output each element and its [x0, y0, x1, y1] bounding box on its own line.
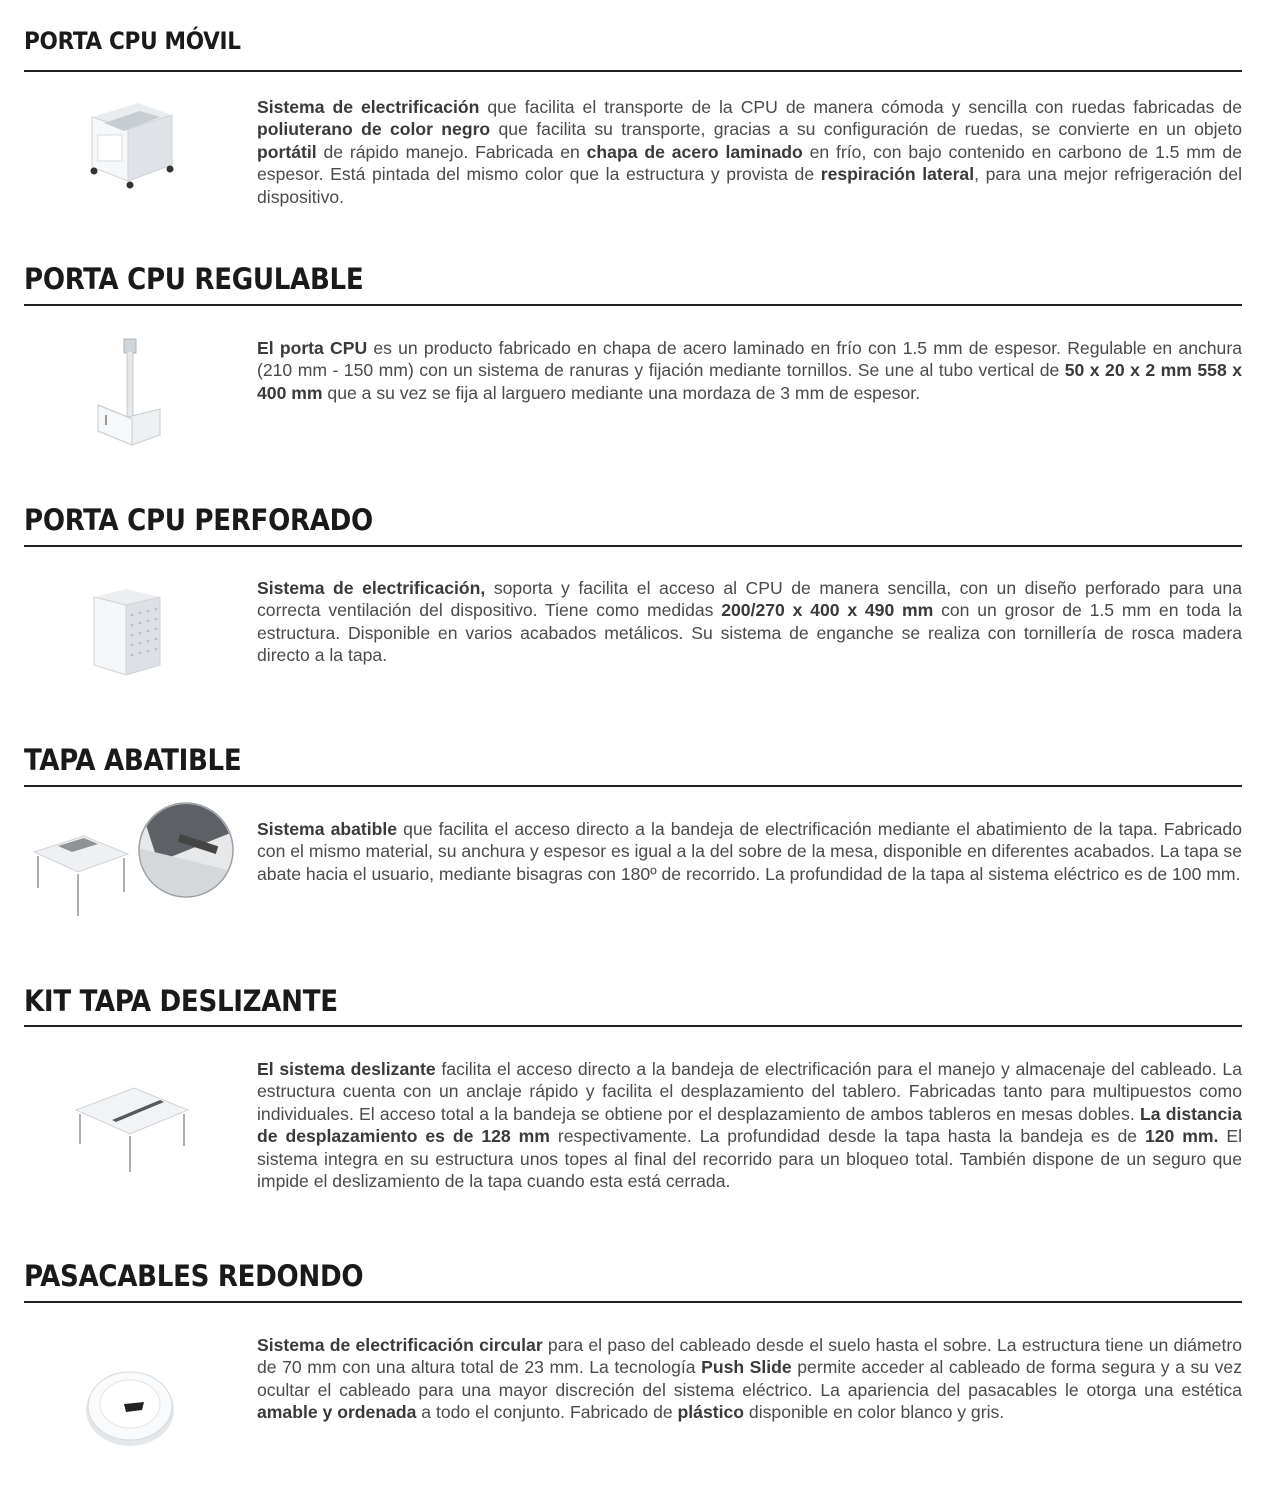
- text-run: que facilita el transporte de la CPU de manera cómoda y sencilla con ruedas fabricadas de: [479, 97, 1242, 117]
- bold-text-run: Sistema de electrificación: [257, 97, 480, 117]
- section-description: [257, 818, 1242, 885]
- hinged-lid-desk-icon: [28, 800, 238, 920]
- text-run: permite acceder al cableado de forma segura y a su vez ocultar el cableado para una mayor discreción del sistema eléctrico. La apariencia del pasacables le otorga una estética: [257, 1357, 1242, 1400]
- section-title: PASACABLES REDONDO: [24, 1259, 364, 1293]
- bold-text-run: El porta CPU: [257, 338, 368, 358]
- text-run: El sistema integra en su estructura unos topes al final del recorrido para un bloqueo total. También dispone de un seguro que impide el deslizamiento de la tapa cuando esta está cerrada.: [257, 1126, 1242, 1192]
- bold-text-run: 120 mm.: [1144, 1126, 1219, 1147]
- bold-text-run: La distancia de desplazamiento es de 128 mm: [257, 1103, 1242, 1147]
- bold-text-run: Sistema abatible: [257, 819, 398, 839]
- text-run: de rápido manejo. Fabricada en: [316, 141, 587, 162]
- section-title: PORTA CPU REGULABLE: [24, 262, 364, 296]
- bold-text-run: 200/270 x 400 x 490 mm: [721, 600, 934, 621]
- text-run: a todo el conjunto. Fabricado de: [416, 1402, 678, 1423]
- text-run: , para una mejor refrigeración del dispositivo.: [257, 164, 1242, 207]
- section-title: PORTA CPU MÓVIL: [24, 27, 241, 55]
- bold-text-run: Sistema de electrificación,: [257, 578, 486, 598]
- section-divider: [24, 304, 1242, 306]
- section-description: [257, 1334, 1242, 1424]
- text-run: soporta y facilita el acceso al CPU de manera sencilla, con un diseño perforado para una correcta ventilación del dispositivo. Tiene como medidas: [257, 578, 1242, 621]
- text-run: es un producto fabricado en chapa de acero laminado en frío con 1.5 mm de espesor. Regulable en anchura (210 mm - 150 mm) con un sistema de ranuras y fijación mediante tornillos. Se une al tubo vertical de: [257, 338, 1242, 381]
- section-divider: [24, 545, 1242, 547]
- text-run: disponible en color blanco y gris.: [744, 1402, 1005, 1423]
- text-run: facilita el acceso directo a la bandeja de electrificación para el manejo y almacenaje del cableado. La estructura cuenta con un anclaje rápido y facilita el desplazamiento del tablero. Fabricadas tanto para multipuestos como individuales. El acceso total a la bandeja se obtiene por el desplazamiento de ambos tableros en mesas dobles.: [257, 1059, 1243, 1124]
- section-divider: [24, 1301, 1242, 1303]
- bold-text-run: amable y ordenada: [257, 1402, 417, 1423]
- round-grommet-icon: [80, 1362, 180, 1452]
- bold-text-run: Push Slide: [701, 1357, 792, 1378]
- section-description: [257, 1058, 1242, 1192]
- text-run: que a su vez se fija al larguero mediante una mordaza de 3 mm de espesor.: [322, 382, 921, 403]
- text-run: respectivamente. La profundidad desde la tapa hasta la bandeja es de: [549, 1126, 1145, 1147]
- text-run: para el paso del cableado desde el suelo hasta el sobre. La estructura tiene un diámetro de 70 mm con una altura total de 23 mm. La tecnología: [257, 1335, 1242, 1378]
- section-divider: [24, 785, 1242, 787]
- bold-text-run: plástico: [677, 1402, 745, 1423]
- text-run: que facilita el acceso directo a la bandeja de electrificación mediante el abatimiento de la tapa. Fabricado con el mismo material, su anchura y espesor es igual a la del sobre de la mesa, disponible en diferentes acabados. La tapa se abate hacia el usuario, mediante bisagras con 180º de recorrido. La profundidad de la tapa al sistema eléctrico es de 100 mm.: [257, 819, 1242, 884]
- section-divider: [24, 70, 1242, 72]
- section-title: KIT TAPA DESLIZANTE: [24, 984, 338, 1018]
- text-run: en frío, con bajo contenido en carbono de 1.5 mm de espesor. Está pintada del mismo color que la estructura y provista de: [257, 141, 1243, 185]
- section-title: PORTA CPU PERFORADO: [24, 503, 373, 537]
- bold-text-run: portátil: [257, 141, 317, 162]
- bold-text-run: poliuterano de color negro: [257, 119, 491, 140]
- section-description: [257, 577, 1242, 667]
- perforated-cpu-holder-icon: [88, 585, 168, 680]
- bold-text-run: chapa de acero laminado: [586, 141, 803, 162]
- text-run: con un grosor de 1.5 mm en toda la estructura. Disponible en varios acabados metálicos. Su sistema de enganche se realiza con tornillería de rosca madera directo a la tapa.: [257, 600, 1242, 666]
- bold-text-run: Sistema de electrificación circular: [257, 1335, 543, 1355]
- section-description: [257, 96, 1242, 208]
- section-description: [257, 337, 1242, 404]
- section-title: TAPA ABATIBLE: [24, 743, 242, 777]
- bold-text-run: respiración lateral: [820, 164, 975, 185]
- sliding-lid-desk-icon: [72, 1080, 192, 1180]
- bold-text-run: 50 x 20 x 2 mm 558 x 400 mm: [257, 360, 1242, 403]
- section-divider: [24, 1025, 1242, 1027]
- adjustable-cpu-holder-icon: [88, 335, 168, 450]
- mobile-cpu-holder-icon: [80, 95, 180, 195]
- bold-text-run: El sistema deslizante: [257, 1059, 436, 1079]
- text-run: que facilita su transporte, gracias a su configuración de ruedas, se convierte en un objeto: [490, 119, 1242, 140]
